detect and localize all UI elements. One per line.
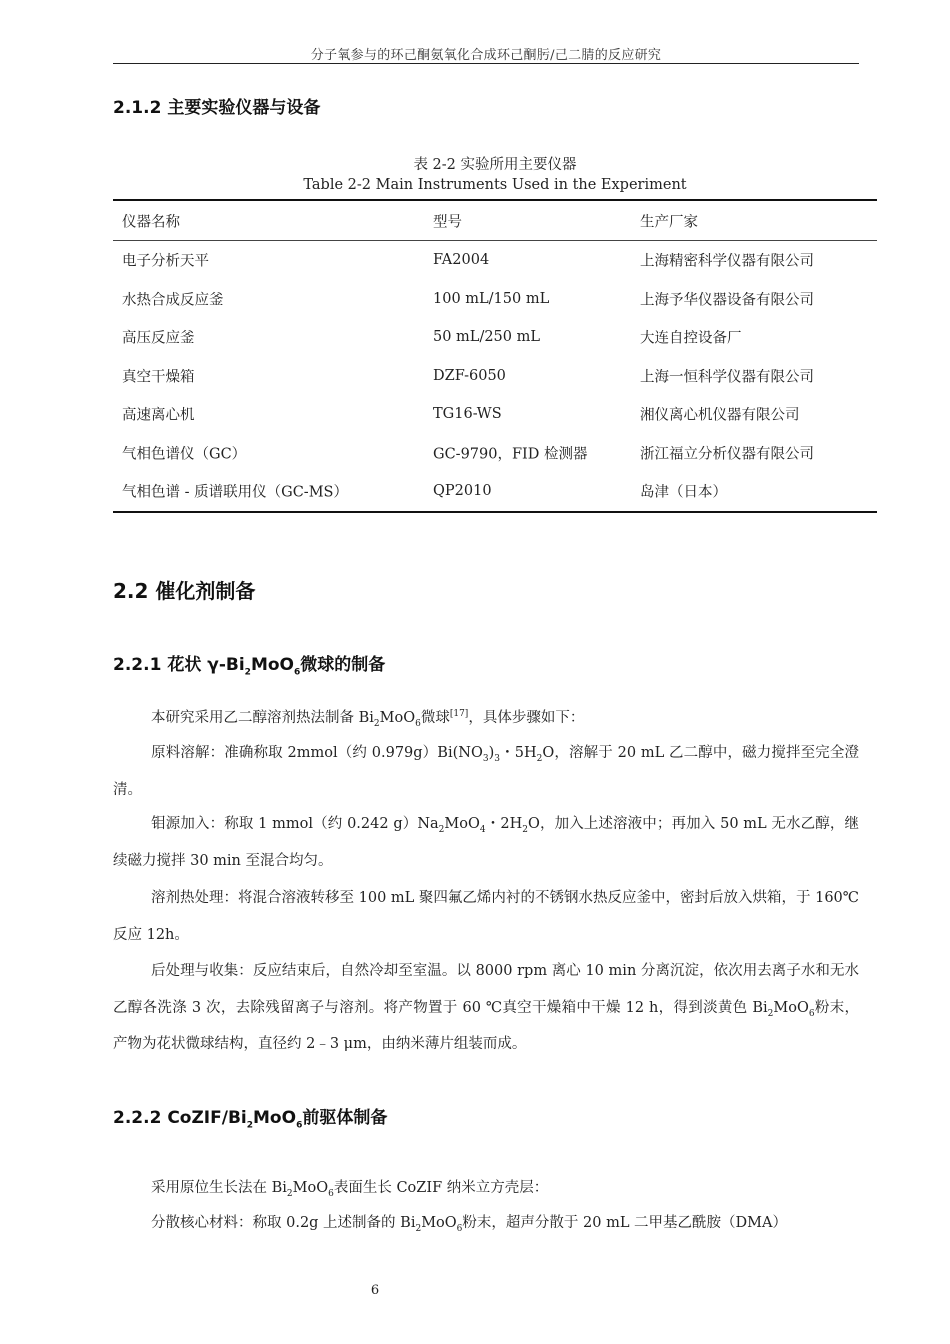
text: 粉末，产物为花状微球结构，直径约 2﹣3 μm，由纳米薄片组装而成。: [113, 999, 860, 1052]
table-cell: FA2004: [433, 252, 490, 269]
text: MoO: [379, 710, 416, 726]
table-cell: 50 mL/250 mL: [433, 329, 540, 346]
table-cell: TG16-WS: [433, 406, 502, 423]
table-cell: GC-9790，FID 检测器: [433, 446, 588, 463]
table-row: [113, 434, 877, 473]
table-cell: 高速离心机: [122, 407, 195, 424]
heading-subscript: 6: [296, 1120, 303, 1131]
paragraph-cozif-intro: [113, 1170, 859, 1207]
subscript: 2: [767, 1008, 774, 1019]
heading-subscript: 2: [244, 667, 251, 678]
text: O，加入上述溶液中；再加入 50 mL 无水乙醇，继续磁力搅拌 30 min 至混合均匀。: [113, 816, 859, 869]
table-header-row: [113, 201, 877, 241]
text: O，溶解于 20 mL 乙二醇中，磁力搅拌至完全澄清。: [113, 745, 859, 798]
text: MoO: [444, 816, 480, 832]
table-cell: 上海予华仪器设备有限公司: [640, 292, 814, 309]
paragraph-step-dissolve: [113, 735, 859, 808]
subscript: 4: [479, 824, 486, 835]
column-header: 生产厂家: [640, 214, 698, 230]
text: 本研究采用乙二醇溶剂热法制备 Bi: [151, 710, 374, 726]
subscript: 6: [456, 1223, 463, 1234]
table-row: [113, 318, 877, 357]
table-cell: 浙江福立分析仪器有限公司: [640, 446, 814, 463]
paragraph-intro: [113, 700, 859, 737]
text: 钼源加入：称取 1 mmol（约 0.242 g）Na: [151, 816, 439, 832]
text: MoO: [773, 999, 809, 1016]
subscript: 6: [415, 718, 421, 729]
table-cell: 气相色谱 - 质谱联用仪（GC-MS）: [122, 484, 348, 501]
text: 表面生长 CoZIF 纳米立方壳层：: [333, 1180, 549, 1196]
subscript: 3: [482, 753, 489, 764]
text: 分散核心材料：称取 0.2g 上述制备的 Bi: [151, 1215, 416, 1231]
section-heading-2-1-2: 2.1.2 主要实验仪器与设备: [113, 98, 321, 118]
page-number: 6: [370, 1283, 380, 1298]
table-row: [113, 395, 877, 434]
subscript: 2: [536, 753, 543, 764]
paragraph-step-collection: [113, 953, 859, 1063]
subscript: 3: [494, 753, 500, 764]
subscript: 2: [286, 1188, 293, 1199]
table-caption-en: Table 2-2 Main Instruments Used in the Experiment: [303, 177, 687, 193]
table-cell: 岛津（日本）: [640, 484, 727, 501]
table-caption-cn: 表 2-2 实验所用主要仪器: [413, 157, 577, 173]
heading-text: MoO: [253, 1108, 297, 1128]
table-row: [113, 472, 877, 511]
subscript: 6: [808, 1008, 815, 1019]
heading-text: 2.2.1 花状 γ-Bi: [113, 655, 245, 675]
text: MoO: [421, 1215, 457, 1231]
section-heading-2-2-2: [113, 1103, 388, 1131]
heading-subscript: 2: [246, 1120, 253, 1131]
table-cell: 高压反应釜: [122, 330, 195, 347]
table-cell: 水热合成反应釜: [122, 292, 224, 309]
section-heading-2-2-1: [113, 650, 386, 678]
paragraph-step-solvothermal: [113, 880, 859, 953]
column-header: 仪器名称: [122, 214, 180, 230]
text: 原料溶解：准确称取 2mmol（约 0.979g）Bi(NO: [151, 745, 483, 761]
text: 溶剂热处理：将混合溶液转移至 100 mL 聚四氟乙烯内衬的不锈钢水热反应釜中，密封后放入烘箱，于 160℃反应 12h。: [113, 890, 859, 943]
table-cell: 气相色谱仪（GC）: [122, 446, 247, 463]
table-cell: DZF-6050: [433, 367, 506, 384]
text: ・2H: [485, 816, 523, 832]
paragraph-step-molybdenum: [113, 806, 859, 879]
instruments-table: [113, 199, 877, 513]
table-cell: 上海精密科学仪器有限公司: [640, 253, 814, 270]
text: ): [488, 745, 495, 761]
table-cell: 大连自控设备厂: [640, 330, 742, 347]
text: 采用原位生长法在 Bi: [151, 1180, 287, 1196]
heading-text: 2.2.2 CoZIF/Bi: [113, 1108, 247, 1128]
citation: [17]: [449, 709, 469, 720]
subscript: 2: [415, 1223, 422, 1234]
text: 后处理与收集：反应结束后，自然冷却至室温。以 8000 rpm 离心 10 min 分离沉淀，依次用去离子水和无水乙醇各洗涤 3 次，去除残留离子与溶剂。将产物置于 60 ℃真空干燥箱中干燥 12 h，得到淡黄色 Bi: [113, 963, 859, 1016]
heading-text: MoO: [250, 655, 294, 675]
subscript: 2: [438, 824, 445, 835]
paragraph-cozif-step1: [113, 1205, 859, 1242]
text: ，具体步骤如下：: [468, 710, 585, 726]
heading-subscript: 6: [294, 667, 301, 678]
table-row: [113, 280, 877, 319]
text: ・5H: [499, 745, 537, 761]
table-cell: 100 mL/150 mL: [433, 290, 550, 307]
table-cell: QP2010: [433, 483, 492, 500]
subscript: 2: [373, 718, 380, 729]
subscript: 2: [522, 824, 528, 835]
table-row: [113, 357, 877, 396]
text: 微球: [420, 710, 450, 726]
table-cell: 上海一恒科学仪器有限公司: [640, 369, 814, 386]
table-row: [113, 241, 877, 280]
column-header: 型号: [433, 214, 462, 230]
heading-text: 前驱体制备: [302, 1108, 388, 1128]
subscript: 6: [328, 1188, 334, 1199]
heading-text: 微球的制备: [300, 655, 386, 675]
table-cell: 电子分析天平: [122, 253, 209, 270]
table-cell: 真空干燥箱: [122, 369, 195, 386]
header-rule: [113, 63, 859, 64]
text: MoO: [292, 1180, 329, 1196]
section-heading-2-2: 2.2 催化剂制备: [113, 579, 256, 603]
table-cell: 湘仪离心机仪器有限公司: [640, 407, 800, 424]
text: 粉末，超声分散于 20 mL 二甲基乙酰胺（DMA）: [462, 1215, 788, 1231]
running-header: 分子氧参与的环己酮氨氧化合成环己酮肟/己二腈的反应研究: [310, 48, 662, 63]
